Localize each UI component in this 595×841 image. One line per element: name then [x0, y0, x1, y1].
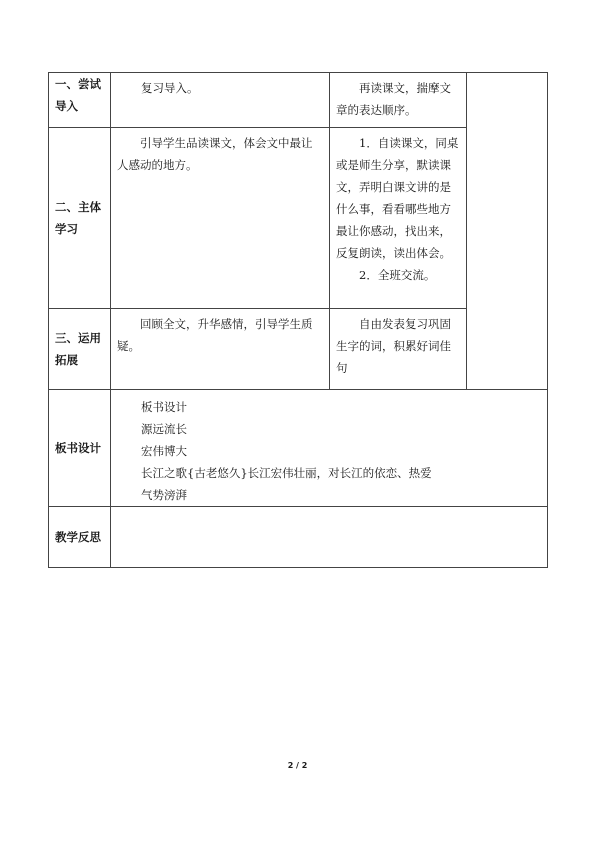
row-reflection [49, 507, 548, 568]
page-number: 2 / 2 [287, 761, 308, 770]
reflection-content [111, 507, 548, 568]
notes-column [467, 73, 548, 390]
stage-label-board: 板书设计 [49, 390, 111, 507]
teacher-activity-warmup: 复习导入。 [111, 73, 330, 128]
board-line: 宏伟博大 [141, 444, 187, 458]
board-line: 气势滂湃 [141, 488, 187, 502]
student-activity-warmup: 再读课文，揣摩文章的表达顺序。 [330, 73, 467, 128]
board-line: 长江之歌{古老悠久}长江宏伟壮丽，对长江的依恋、热爱 [141, 466, 432, 480]
teacher-activity-main: 引导学生品读课文，体会文中最让人感动的地方。 [111, 128, 330, 309]
board-line: 源远流长 [141, 422, 187, 436]
stage-label-extend: 三、运用 拓展 [49, 309, 111, 390]
student-activity-extend: 自由发表复习巩固生字的词，积累好词佳句 [330, 309, 467, 390]
student-activity-main: 1．自读课文，同桌或是师生分享，默读课文，弄明白课文讲的是什么事，看看哪些地方最让你感动，找出来，反复朗读，读出体会。 2．全班交流。 [330, 128, 467, 309]
row-warmup [49, 73, 548, 128]
stage-label-warmup: 一、尝试 导入 [49, 73, 111, 128]
lesson-plan-table [48, 72, 548, 568]
stage-label-reflection: 教学反思 [49, 507, 111, 568]
board-line: 板书设计 [141, 400, 187, 414]
row-board-design [49, 390, 548, 507]
stage-label-main: 二、主体 学习 [49, 128, 111, 309]
board-design-content [111, 390, 548, 507]
teacher-activity-extend: 回顾全文，升华感情，引导学生质疑。 [111, 309, 330, 390]
